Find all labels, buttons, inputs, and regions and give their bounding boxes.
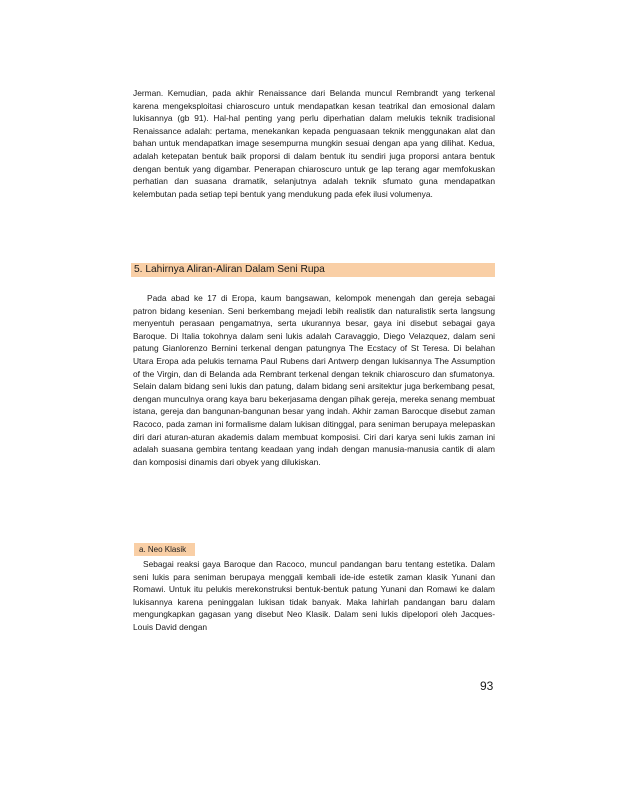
section-heading: 5. Lahirnya Aliran-Aliran Dalam Seni Rupa <box>131 263 495 277</box>
neo-klasik-text: Sebagai reaksi gaya Baroque dan Racoco, muncul pandangan baru tentang estetika. Dalam seni lukis para seniman berupaya menggali kembali ide-ide estetik zaman klasik Yunani dan Romawi. Untuk itu pelukis merekonstruksi bentuk-bentuk patung Yunani dan Romawi ke dalam lukisannya karena peninggalan lukisan tidak banyak. Maka lahirlah pandangan baru dalam mengungkapkan gagasan yang disebut Neo Klasik. Dalam seni lukis dipelopori oleh Jacques-Louis David dengan <box>133 559 495 632</box>
intro-paragraph <box>133 87 495 200</box>
page-number: 93 <box>480 679 494 693</box>
neo-klasik-paragraph <box>133 558 495 634</box>
baroque-text: Pada abad ke 17 di Eropa, kaum bangsawan, kelompok menengah dan gereja sebagai patron bidang kesenian. Seni berkembang mejadi lebih realistik dan naturalistik serta langsung menyentuh perasaan pengamatnya, serta ukurannya besar, gaya ini disebut sebagai gaya Baroque. Di Italia tokohnya dalam seni lukis adalah Caravaggio, Diego Velazquez, dalam seni patung Gianlorenzo Bernini terkenal dengan patungnya The Ecstacy of St Teresa. Di belahan Utara Eropa ada pelukis ternama Paul Rubens dari Antwerp dengan lukisannya The Assumption of the Virgin, dan di Belanda ada Rembrant terkenal dengan teknik chiaroscuro dan sfumatonya. Selain dalam bidang seni lukis dan patung, dalam bidang seni arsitektur juga berkembang pesat, dengan munculnya orang kaya baru bekerjasama dengan pihak gereja, mereka senang membuat istana, gereja dan bangunan-bangunan besar yang indah. Akhir zaman Barocque disebut zaman Racoco, pada zaman ini formalisme dalam lukisan ditinggal, para seniman berupaya melepaskan diri dari aturan-aturan akademis dalam membuat komposisi. Ciri dari karya seni lukis zaman ini adalah suasana gembira tentang keadaan yang indah dengan manusia-manusia cantik di alam dan komposisi dinamis dari obyek yang dilukiskan. <box>133 293 495 467</box>
baroque-paragraph <box>133 292 495 468</box>
intro-text: Jerman. Kemudian, pada akhir Renaissance dari Belanda muncul Rembrandt yang terkenal karena mengeksploitasi chiaroscuro untuk mendapatkan kesan teatrikal dan emosional dalam lukisannya (gb 91). Hal-hal penting yang perlu diperhatian dalam melukis teknik tradisional Renaissance adalah: pertama, menekankan kepada penguasaan teknik menggunakan alat dan bahan untuk mendapatkan image sesempurna mungkin sesuai dengan apa yang dilihat. Kedua, adalah ketepatan bentuk baik proporsi di dalam bentuk itu sendiri juga proporsi antara bentuk dengan bentuk yang digambar. Penerapan chiaroscuro untuk ge lap terang agar memfokuskan perhatian dan suasana dramatik, selanjutnya adalah teknik sfumato guna mendapatkan kelembutan pada setiap tepi bentuk yang mendukung pada efek ilusi volumenya. <box>133 88 495 199</box>
subsection-heading: a. Neo Klasik <box>134 543 195 556</box>
